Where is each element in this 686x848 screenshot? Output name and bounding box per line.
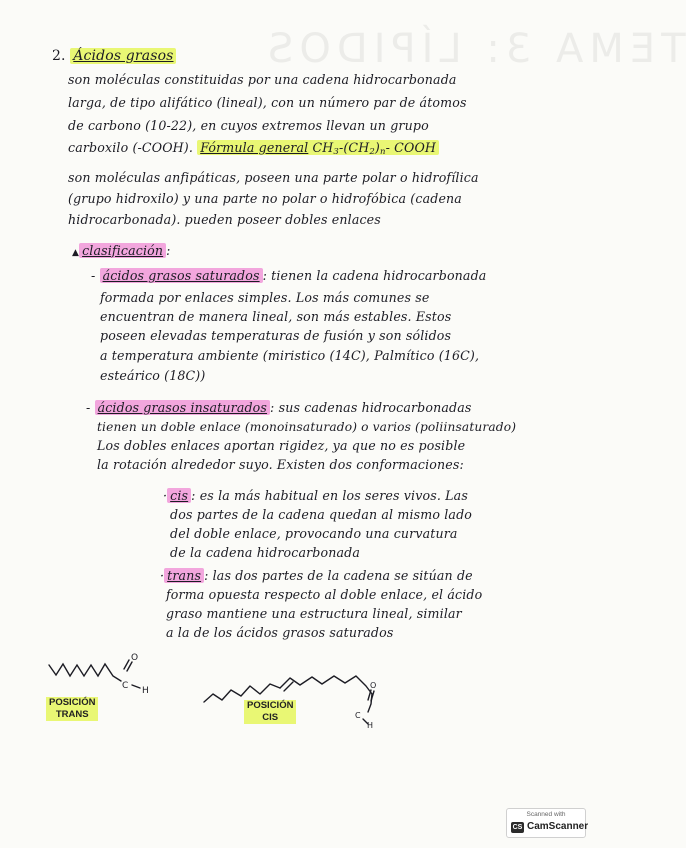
formula-ch2-open: -(CH [338, 140, 370, 155]
camscanner-badge [506, 808, 589, 838]
general-formula-label: Fórmula general [200, 140, 309, 155]
trans-oxygen-label: O [131, 653, 139, 663]
trans-line3: graso mantiene una estructura lineal, similar [166, 606, 462, 621]
trans-c-h-bond [132, 685, 140, 688]
formula-paren-close: ) [374, 140, 380, 155]
trans-line4: a la de los ácidos grasos saturados [166, 625, 394, 640]
trans-carbon-label: C [122, 681, 129, 691]
para1-line1: son moléculas constituidas por una cadena hidrocarbonada [68, 72, 457, 87]
trans-position-tag [46, 697, 98, 721]
saturated-term: ácidos grasos saturados [100, 268, 263, 283]
classification-label: clasificación [79, 243, 166, 258]
cis-position-tag [244, 700, 296, 724]
cis-bullet: · [163, 488, 168, 503]
formula-sub-n: n [380, 147, 386, 157]
saturated-line6: esteárico (18C)) [100, 368, 206, 383]
para2-line1: son moléculas anfipáticas, poseen una parte polar o hidrofílica [68, 170, 479, 185]
saturated-line1-rest: : tienen la cadena hidrocarbonada [262, 268, 487, 283]
cis-carbon-label: C [355, 711, 361, 720]
cis-term: cis [167, 488, 191, 503]
cis-line3: del doble enlace, provocando una curvatura [170, 526, 458, 541]
formula-cooh: - COOH [385, 140, 437, 155]
cis-line4: de la cadena hidrocarbonada [170, 545, 361, 560]
saturated-line5: a temperatura ambiente (miristico (14C), Palmítico (16C), [100, 348, 480, 363]
trans-bullet: · [160, 568, 165, 583]
saturated-line2: formada por enlaces simples. Los más comunes se [100, 290, 430, 305]
unsaturated-dash: - [86, 400, 91, 415]
saturated-line3: encuentran de manera lineal, son más estables. Estos [100, 309, 452, 324]
para2-line3: hidrocarbonada). pueden poseer dobles enlaces [68, 212, 381, 227]
trans-line1-rest: : las dos partes de la cadena se sitúan de [204, 568, 473, 583]
trans-term: trans [164, 568, 204, 583]
cis-tag-line1: POSICIÓN [247, 700, 294, 711]
trans-tag-line2: TRANS [55, 709, 89, 720]
para1-line4-text: carboxilo (-COOH). [68, 140, 194, 155]
camscanner-name: CamScanner [527, 821, 589, 832]
para1-line2: larga, de tipo alifático (lineal), con un número par de átomos [68, 95, 467, 110]
unsaturated-line2: tienen un doble enlace (monoinsaturado) o varios (poliinsaturado) [97, 420, 517, 434]
cis-line1-rest: : es la más habitual en los seres vivos. Las [191, 488, 468, 503]
para2-line2: (grupo hidroxilo) y una parte no polar o hidrofóbica (cadena [68, 191, 462, 206]
section-number: 2. [52, 48, 66, 64]
classification-colon: : [166, 243, 171, 258]
trans-line2: forma opuesta respecto al doble enlace, el ácido [166, 587, 483, 602]
para1-line3: de carbono (10-22), en cuyos extremos llevan un grupo [68, 118, 429, 133]
cis-tag-line2: CIS [262, 712, 279, 723]
cis-line2: dos partes de la cadena quedan al mismo lado [170, 507, 473, 522]
scanned-with-text: Scanned with [526, 811, 566, 818]
trans-tag-line1: POSICIÓN [49, 697, 96, 708]
unsaturated-term: ácidos grasos insaturados [95, 400, 270, 415]
formula-sub-2: 2 [369, 147, 375, 157]
formula-sub-3: 3 [333, 147, 339, 157]
trans-zigzag-chain [49, 664, 121, 681]
camscanner-logo-icon: CS [512, 824, 523, 831]
cis-oxygen-label: O [370, 681, 377, 690]
triangle-bullet-icon: ▲ [72, 248, 80, 258]
unsaturated-line4: la rotación alrededor suyo. Existen dos conformaciones: [97, 457, 464, 472]
trans-hydrogen-label: H [142, 686, 149, 696]
formula-ch: CH [312, 140, 334, 155]
saturated-dash: - [91, 268, 96, 283]
ghost-title-bleedthrough: TEMA 3: LÍPIDOS [262, 26, 686, 72]
saturated-line4: poseen elevadas temperaturas de fusión y son sólidos [100, 328, 452, 343]
section-title: Ácidos grasos [70, 48, 176, 64]
cis-hydrogen-label: H [367, 721, 374, 730]
unsaturated-line3: Los dobles enlaces aportan rigidez, ya que no es posible [97, 438, 466, 453]
unsaturated-line1-rest: : sus cadenas hidrocarbonadas [270, 400, 472, 415]
